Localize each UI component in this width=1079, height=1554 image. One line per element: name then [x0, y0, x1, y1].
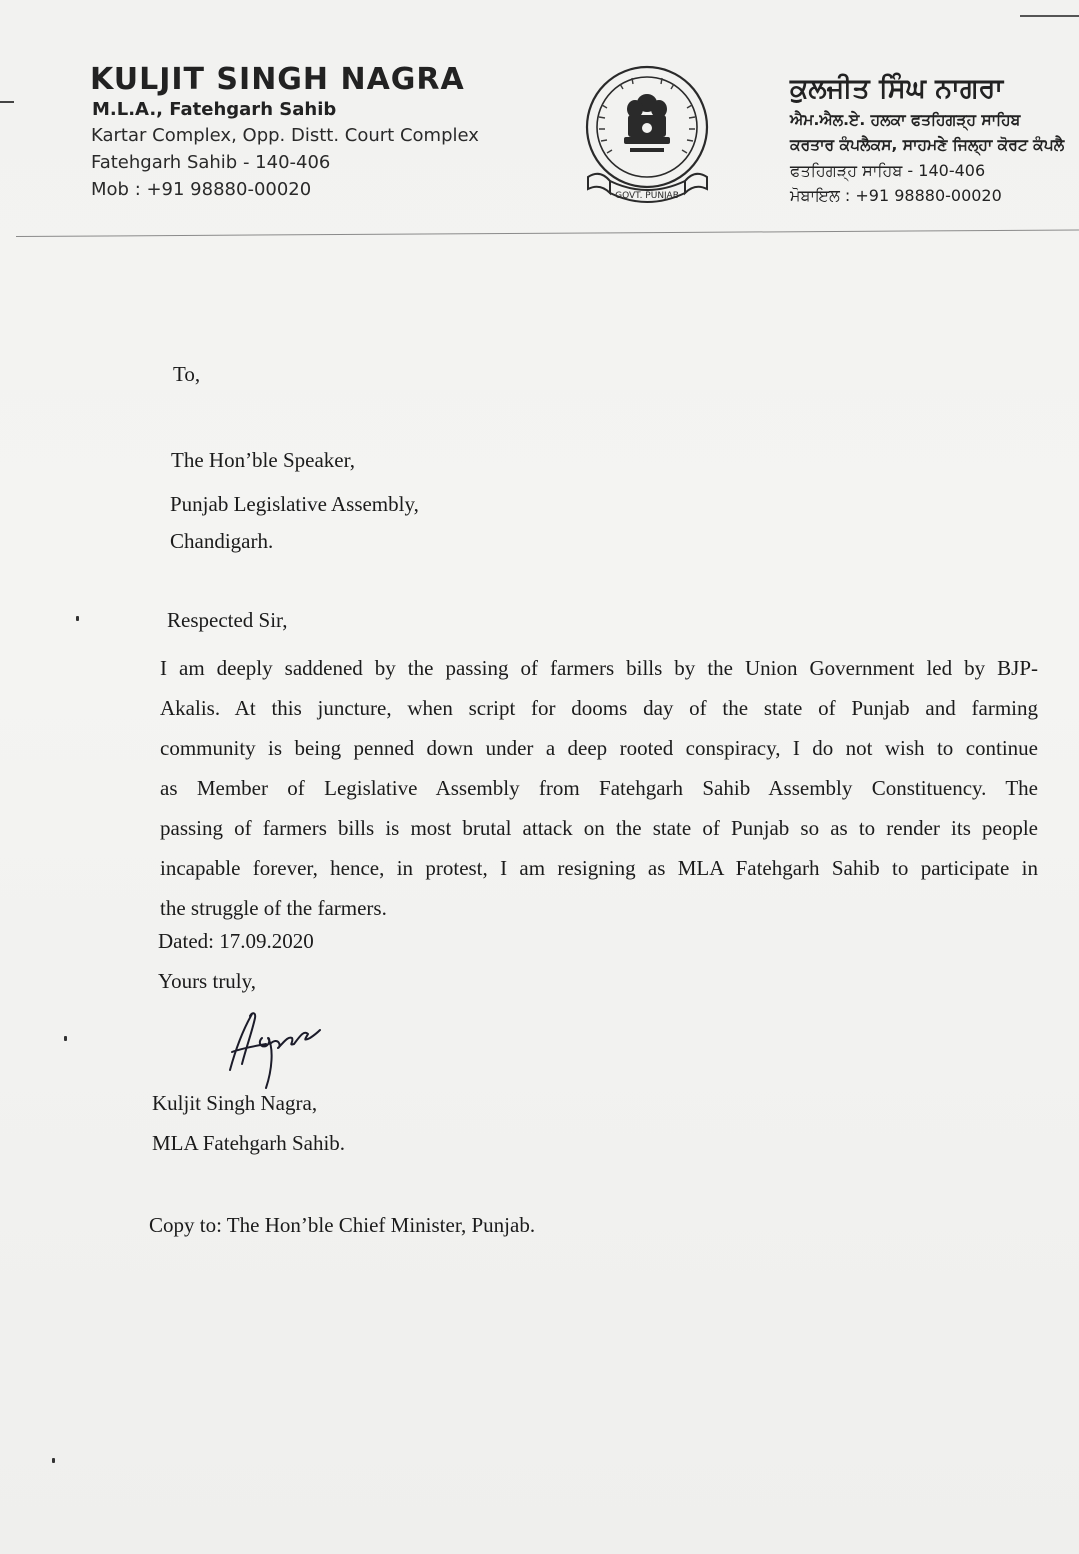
letter-date: Dated: 17.09.2020: [158, 929, 314, 953]
recipient-line: Chandigarh.: [170, 529, 274, 553]
margin-mark: [0, 101, 14, 103]
body-line: as Member of Legislative Assembly from Fatehgarh Sahib Assembly Constituency. The: [160, 776, 1038, 800]
letterhead-divider: [16, 230, 1079, 237]
body-line: passing of farmers bills is most brutal attack on the state of Punjab so as to render its people: [160, 816, 1038, 840]
body-line: I am deeply saddened by the passing of farmers bills by the Union Government led by BJP-: [160, 656, 1038, 680]
salutation-to: To,: [173, 362, 201, 386]
letterhead-english: [90, 62, 479, 203]
letterhead-punjabi-mobile: ਮੋਬਾਇਲ : +91 98880-00020: [790, 186, 1002, 205]
signatory-name: Kuljit Singh Nagra,: [152, 1091, 318, 1115]
recipient-line: The Hon’ble Speaker,: [171, 448, 356, 472]
signatory-title: MLA Fatehgarh Sahib.: [152, 1131, 346, 1155]
letterhead-name: KULJIT SINGH NAGRA: [90, 62, 465, 97]
handwritten-signature: [222, 1008, 327, 1093]
recipient-line: Punjab Legislative Assembly,: [170, 492, 419, 516]
paper-edge-mark: [1020, 15, 1079, 17]
emblem-banner-text: GOVT. PUNJAB: [615, 191, 679, 201]
letterhead-punjabi-address-line2: ਫਤਹਿਗੜ੍ਹ ਸਾਹਿਬ - 140-406: [790, 161, 986, 180]
body-line: community is being penned down under a deep rooted conspiracy, I do not wish to continue: [160, 736, 1038, 760]
govt-punjab-emblem-icon: [580, 65, 715, 215]
paper-speck: [76, 616, 79, 621]
letterhead-address-line1: Kartar Complex, Opp. Distt. Court Complex: [91, 125, 479, 146]
letterhead-punjabi-designation: ਐਮ.ਐਲ.ਏ. ਹਲਕਾ ਫਤਹਿਗੜ੍ਹ ਸਾਹਿਬ: [790, 111, 1021, 129]
paper-speck: [64, 1036, 67, 1041]
copy-to: Copy to: The Hon’ble Chief Minister, Punjab.: [149, 1213, 536, 1237]
body-line: Akalis. At this juncture, when script for dooms day of the state of Punjab and farming: [160, 696, 1038, 720]
letterhead-punjabi-address-line1: ਕਰਤਾਰ ਕੰਪਲੈਕਸ, ਸਾਹਮਣੇ ਜਿਲ੍ਹਾ ਕੋਰਟ ਕੰਪਲੈ: [790, 136, 1065, 154]
paper-speck: [52, 1458, 55, 1463]
greeting: Respected Sir,: [167, 608, 288, 632]
letterhead-address-line2: Fatehgarh Sahib - 140-406: [91, 152, 331, 173]
letterhead-designation: M.L.A., Fatehgarh Sahib: [92, 99, 337, 120]
letter-body: [160, 648, 1038, 928]
body-line: the struggle of the farmers.: [160, 896, 387, 920]
body-line: incapable forever, hence, in protest, I am resigning as MLA Fatehgarh Sahib to participate in: [160, 856, 1038, 880]
closing: Yours truly,: [158, 969, 257, 993]
letterhead-punjabi-name: ਕੁਲਜੀਤ ਸਿੰਘ ਨਾਗਰਾ: [790, 73, 1004, 104]
letterhead-punjabi: [790, 70, 1064, 208]
letterhead-mobile: Mob : +91 98880-00020: [91, 179, 312, 200]
